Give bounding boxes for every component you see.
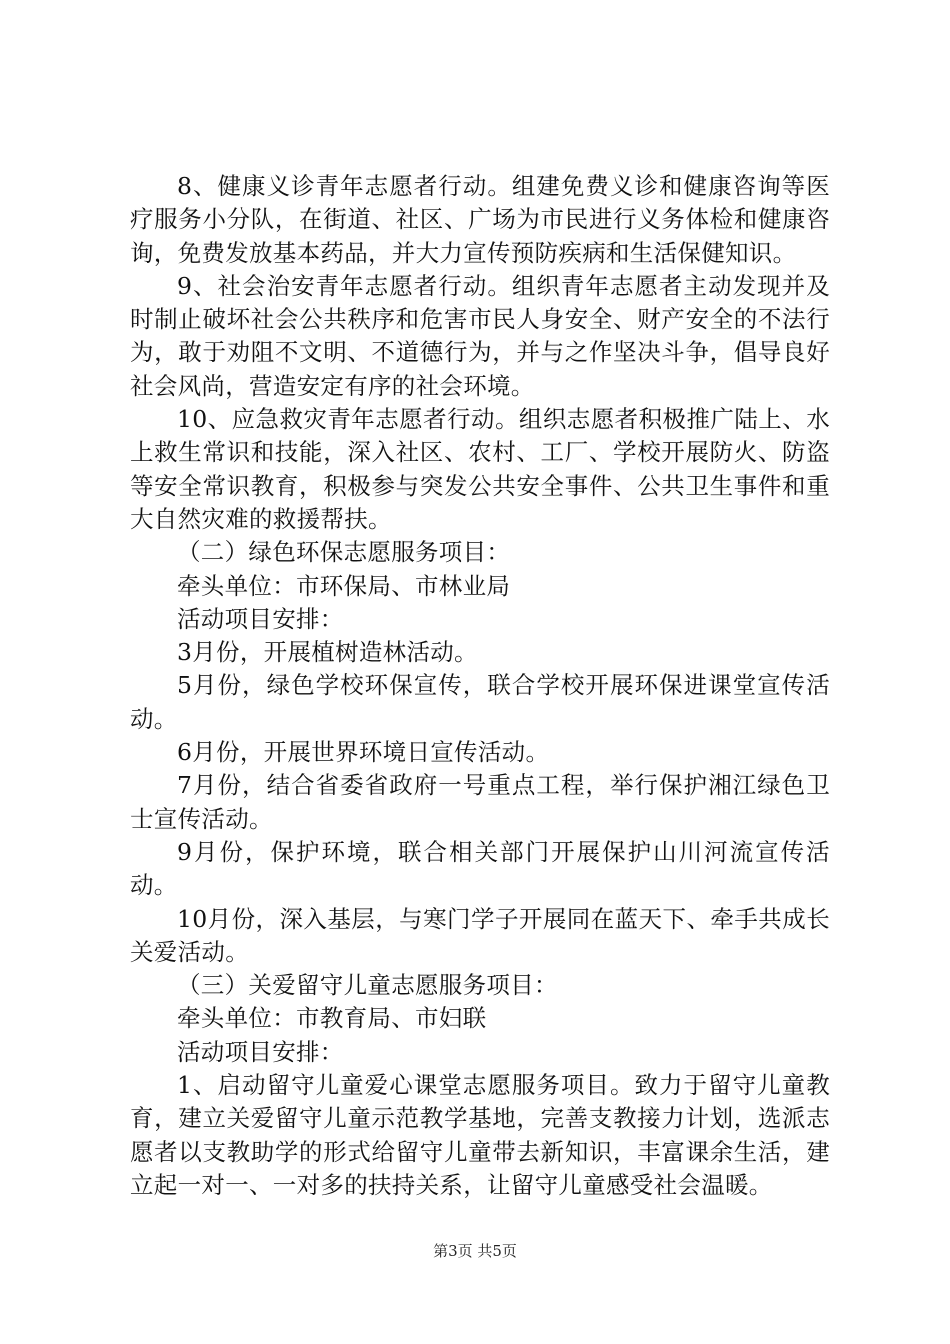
document-body (130, 170, 830, 1202)
section-heading-children: （三）关爱留守儿童志愿服务项目： (177, 971, 558, 1000)
schedule-item-september: 9月份，保护环境，联合相关部门开展保护山川河流宣传活动。 (130, 837, 830, 900)
schedule-item-june: 6月份，开展世界环境日宣传活动。 (177, 738, 550, 767)
page-footer: 第3页 共5页 (433, 1242, 517, 1260)
paragraph-love-classroom: 1、启动留守儿童爱心课堂志愿服务项目。致力于留守儿童教育，建立关爱留守儿童示范教学基地，完善支教接力计划，选派志愿者以支教助学的形式给留守儿童带去新知识，丰富课余生活，建立起一对一、一对多的扶持关系，让留守儿童感受社会温暖。 (130, 1071, 830, 1199)
schedule-heading-green: 活动项目安排： (177, 604, 344, 633)
lead-units-children: 牵头单位：市教育局、市妇联 (177, 1004, 487, 1033)
schedule-item-july: 7月份，结合省委省政府一号重点工程，举行保护湘江绿色卫士宣传活动。 (130, 771, 830, 833)
paragraph-public-security: 9、社会治安青年志愿者行动。组织青年志愿者主动发现并及时制止破坏社会公共秩序和危害市民人身安全、财产安全的不法行为，敢于劝阻不文明、不道德行为，并与之作坚决斗争，倡导良好社会风尚，营造安定有序的社会环境。 (130, 271, 830, 400)
section-heading-green: （二）绿色环保志愿服务项目： (177, 538, 511, 567)
schedule-item-october: 10月份，深入基层，与寒门学子开展同在蓝天下、牵手共成长关爱活动。 (130, 904, 830, 966)
paragraph-health-clinic: 8、健康义诊青年志愿者行动。组建免费义诊和健康咨询等医疗服务小分队，在街道、社区、广场为市民进行义务体检和健康咨询，免费发放基本药品，并大力宣传预防疾病和生活保健知识。 (130, 172, 830, 267)
lead-units-green: 牵头单位：市环保局、市林业局 (177, 571, 511, 600)
paragraph-emergency-relief: 10、应急救灾青年志愿者行动。组织志愿者积极推广陆上、水上救生常识和技能，深入社区、农村、工厂、学校开展防火、防盗等安全常识教育，积极参与突发公共安全事件、公共卫生事件和重大自然灾难的救援帮扶。 (130, 405, 830, 533)
schedule-item-may: 5月份，绿色学校环保宣传，联合学校开展环保进课堂宣传活动。 (130, 671, 830, 733)
schedule-heading-children: 活动项目安排： (177, 1037, 344, 1066)
schedule-item-march: 3月份，开展植树造林活动。 (177, 638, 478, 667)
